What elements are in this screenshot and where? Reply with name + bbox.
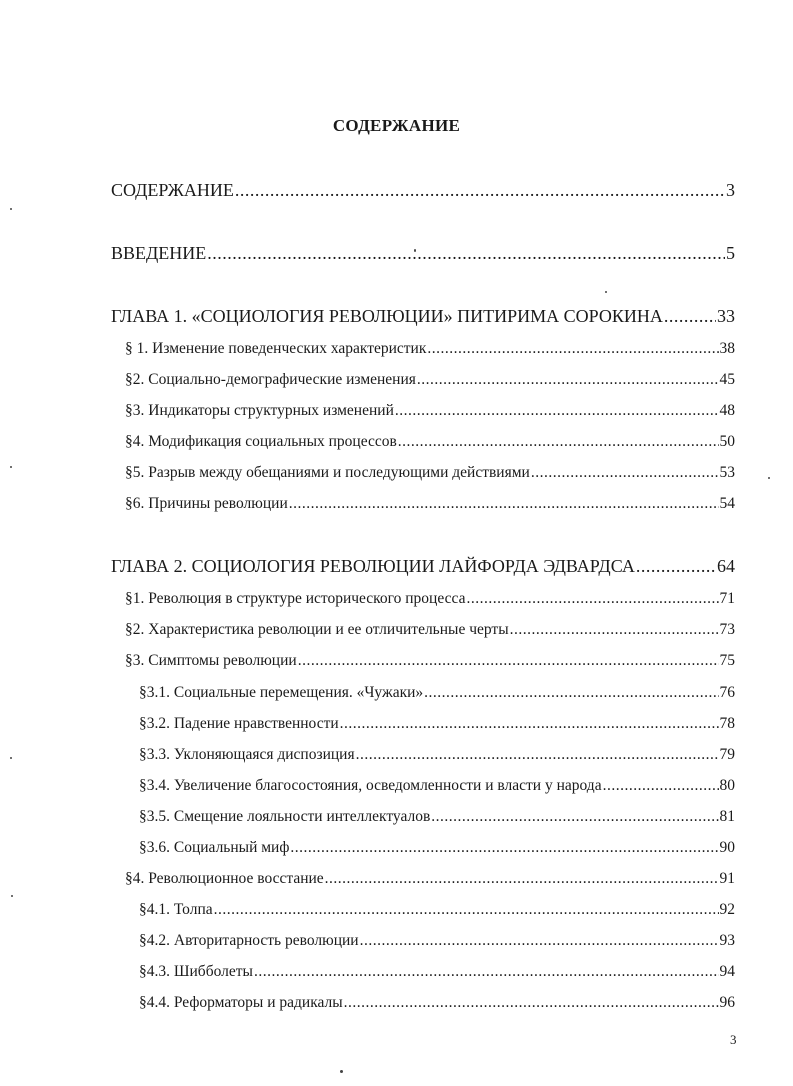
- toc-entry-ch1-s2: [125, 371, 735, 389]
- scan-speck: [10, 757, 12, 759]
- toc-entry-chapter-1: [111, 306, 735, 327]
- toc-entry-label: §6. Причины революции: [125, 495, 288, 512]
- toc-entry-label: §4.2. Авторитарность революции: [139, 932, 359, 949]
- toc-leader: [510, 621, 719, 639]
- toc-entry-page: 81: [719, 808, 735, 825]
- toc-leader: [395, 402, 719, 420]
- toc-entry-ch2-s4-1: [139, 901, 735, 919]
- toc-leader: [298, 652, 719, 670]
- toc-entry-label: СОДЕРЖАНИЕ: [111, 180, 234, 200]
- toc-entry-ch1-s6: [125, 495, 735, 513]
- toc-entry-ch2-s3-2: [139, 715, 735, 733]
- toc-entry-ch1-s1: [125, 340, 735, 358]
- toc-entry-page: 5: [726, 243, 735, 263]
- toc-entry-page: 33: [717, 306, 735, 326]
- toc-leader: [356, 746, 719, 764]
- toc-entry-label: §4.4. Реформаторы и радикалы: [139, 994, 343, 1011]
- toc-entry-ch2-s3-5: [139, 808, 735, 826]
- toc-entry-page: 91: [719, 870, 735, 887]
- page-number: 3: [730, 1032, 737, 1047]
- toc-entry-ch2-s4-2: [139, 932, 735, 950]
- toc-entry-page: 90: [719, 839, 735, 856]
- toc-entry-label: ГЛАВА 2. СОЦИОЛОГИЯ РЕВОЛЮЦИИ ЛАЙФОРДА ЭДВАРДСА: [111, 556, 635, 576]
- toc-leader: [344, 994, 719, 1012]
- toc-entry-label: §3. Симптомы революции: [125, 652, 297, 669]
- toc-leader: [254, 963, 719, 981]
- toc-leader: [427, 340, 718, 358]
- toc-entry-page: 93: [719, 932, 735, 949]
- toc-leader: [417, 371, 719, 389]
- toc-entry-label: ГЛАВА 1. «СОЦИОЛОГИЯ РЕВОЛЮЦИИ» ПИТИРИМА СОРОКИНА: [111, 306, 663, 326]
- scan-speck: [10, 208, 12, 210]
- toc-entry-page: 78: [719, 715, 735, 732]
- toc-entry-ch1-s5: [125, 464, 735, 482]
- toc-entry-page: 71: [719, 590, 735, 607]
- toc-entry-page: 48: [719, 402, 735, 419]
- toc-entry-page: 54: [719, 495, 735, 512]
- toc-leader: [466, 590, 718, 608]
- toc-entry-label: §3.4. Увеличение благосостояния, осведомленности и власти у народа: [139, 777, 602, 794]
- toc-entry-ch1-s3: [125, 402, 735, 420]
- toc-leader: [603, 777, 719, 795]
- toc-entry-ch2-s3-4: [139, 777, 735, 795]
- toc-leader: [424, 684, 718, 702]
- toc-entry-chapter-2: [111, 556, 735, 577]
- toc-leader: [207, 243, 725, 264]
- toc-entry-label: §5. Разрыв между обещаниями и последующими действиями: [125, 464, 530, 481]
- toc-entry-ch2-s2: [125, 621, 735, 639]
- toc-entry-label: §1. Революция в структуре исторического процесса: [125, 590, 466, 607]
- toc-leader: [340, 715, 719, 733]
- toc-leader: [636, 556, 716, 577]
- toc-entry-page: 73: [719, 621, 735, 638]
- toc-entry-page: 96: [719, 994, 735, 1011]
- toc-entry-label: §3.3. Уклоняющаяся диспозиция: [139, 746, 355, 763]
- toc-entry-page: 76: [719, 684, 735, 701]
- toc-entry-page: 79: [719, 746, 735, 763]
- toc-leader: [290, 839, 718, 857]
- toc-leader: [289, 495, 719, 513]
- toc-entry-label: §3.6. Социальный миф: [139, 839, 290, 856]
- toc-entry-ch2-s3-1: [139, 684, 735, 702]
- toc-entry-label: §3. Индикаторы структурных изменений: [125, 402, 394, 419]
- toc-entry-page: 75: [719, 652, 735, 669]
- toc-entry-label: §4. Модификация социальных процессов: [125, 433, 397, 450]
- scan-speck: [11, 895, 13, 897]
- scan-speck: [10, 466, 12, 468]
- toc-entry-label: §2. Социально-демографические изменения: [125, 371, 416, 388]
- toc-leader: [325, 870, 719, 888]
- toc-entry-label: §4. Революционное восстание: [125, 870, 324, 887]
- toc-entry-page: 80: [719, 777, 735, 794]
- scan-speck: [605, 291, 607, 293]
- toc-entry-label: ВВЕДЕНИЕ: [111, 243, 207, 263]
- toc-entry-page: 92: [719, 901, 735, 918]
- toc-leader: [531, 464, 719, 482]
- toc-leader: [664, 306, 716, 327]
- toc-entry-label: §3.1. Социальные перемещения. «Чужаки»: [139, 684, 424, 701]
- toc-entry-label: §4.3. Шибболеты: [139, 963, 253, 980]
- toc-entry-label: §4.1. Толпа: [139, 901, 213, 918]
- toc-entry-page: 64: [717, 556, 735, 576]
- toc-leader: [214, 901, 719, 919]
- toc-entry-page: 45: [719, 371, 735, 388]
- toc-entry-page: 53: [719, 464, 735, 481]
- toc-entry-ch2-s4-3: [139, 963, 735, 981]
- toc-entry-ch2-s4: [125, 870, 735, 888]
- toc-entry-page: 50: [719, 433, 735, 450]
- toc-leader: [235, 180, 725, 201]
- toc-entry-label: §2. Характеристика революции и ее отличительные черты: [125, 621, 509, 638]
- toc-entry-page: 94: [719, 963, 735, 980]
- toc-entry-label: §3.2. Падение нравственности: [139, 715, 339, 732]
- toc-entry-ch2-s3: [125, 652, 735, 670]
- toc-entry-ch2-s3-6: [139, 839, 735, 857]
- toc-entry-ch2-s3-3: [139, 746, 735, 764]
- toc-entry-page: 3: [726, 180, 735, 200]
- toc-entry-contents: [111, 180, 735, 201]
- toc-leader: [398, 433, 719, 451]
- toc-entry-label: §3.5. Смещение лояльности интеллектуалов: [139, 808, 431, 825]
- toc-leader: [431, 808, 718, 826]
- toc-entry-introduction: [111, 243, 735, 264]
- scan-speck: [768, 477, 770, 479]
- scan-speck: [340, 1070, 343, 1073]
- toc-title: СОДЕРЖАНИЕ: [332, 116, 461, 135]
- toc-entry-label: § 1. Изменение поведенческих характеристик: [125, 340, 427, 357]
- toc-entry-ch2-s1: [125, 590, 735, 608]
- scan-speck: [414, 249, 416, 252]
- toc-entry-ch1-s4: [125, 433, 735, 451]
- toc-entry-page: 38: [719, 340, 735, 357]
- toc-entry-ch2-s4-4: [139, 994, 735, 1012]
- toc-leader: [360, 932, 719, 950]
